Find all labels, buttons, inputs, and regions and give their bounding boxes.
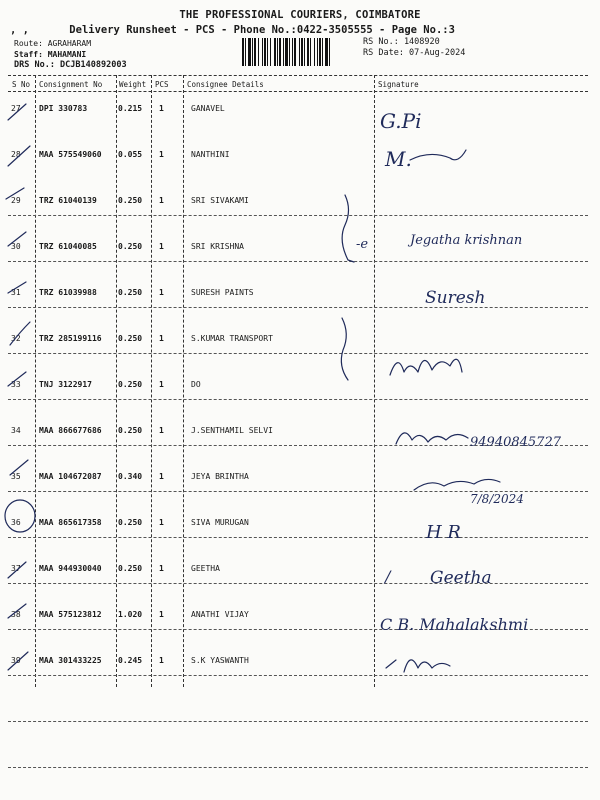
row-sno: 38 xyxy=(11,610,21,619)
row-sno: 29 xyxy=(11,196,21,205)
row-weight: 0.250 xyxy=(118,564,143,573)
row-weight: 1.020 xyxy=(118,610,143,619)
row-consignee: GEETHA xyxy=(191,564,220,573)
row-weight: 0.250 xyxy=(118,288,143,297)
sig-mark-30: -e xyxy=(356,237,369,252)
row-sno: 36 xyxy=(11,518,21,527)
runsheet-subtitle: Delivery Runsheet - PCS - Phone No.:0422-3505555 - Page No.:3 xyxy=(69,24,455,36)
row-pcs: 1 xyxy=(159,242,164,251)
leading-marks: , , xyxy=(10,24,29,36)
row-weight: 0.245 xyxy=(118,656,143,665)
bracket-29-30 xyxy=(342,195,354,262)
drs-number: DRS No.: DCJB140892003 xyxy=(14,60,127,70)
signature-34-stroke xyxy=(396,433,468,444)
row-pcs: 1 xyxy=(159,334,164,343)
row-sno: 27 xyxy=(11,104,21,113)
signature-34: 94940845727 xyxy=(470,435,561,450)
rs-date: RS Date: 07-Aug-2024 xyxy=(363,48,466,58)
row-consignee: DO xyxy=(191,380,201,389)
signature-31: Suresh xyxy=(425,288,486,308)
signature-35-stroke xyxy=(414,479,500,490)
signature-37-mark: / xyxy=(385,567,391,586)
row-sno: 32 xyxy=(11,334,21,343)
row-consignment: TRZ 61040085 xyxy=(39,242,97,251)
col-pcs: PCS xyxy=(155,80,169,89)
row-sno: 33 xyxy=(11,380,21,389)
row-sno: 30 xyxy=(11,242,21,251)
row-consignee: S.K YASWANTH xyxy=(191,656,249,665)
row-weight: 0.250 xyxy=(118,334,143,343)
route-label: Route: AGRAHARAM xyxy=(14,39,92,48)
row-sno: 35 xyxy=(11,472,21,481)
signature-35: 7/8/2024 xyxy=(470,492,524,506)
col-sno: S No xyxy=(12,80,31,89)
row-consignment: TNJ 3122917 xyxy=(39,380,92,389)
signature-28-stroke xyxy=(410,150,466,160)
row-pcs: 1 xyxy=(159,288,164,297)
signature-39 xyxy=(386,660,450,672)
staff-label: Staff: MAHAMANI xyxy=(14,50,87,59)
row-sno: 37 xyxy=(11,564,21,573)
document-title: THE PROFESSIONAL COURIERS, COIMBATORE xyxy=(179,9,421,21)
tick-marks xyxy=(5,104,35,670)
row-sno: 28 xyxy=(11,150,21,159)
row-pcs: 1 xyxy=(159,610,164,619)
row-consignment: MAA 866677686 xyxy=(39,426,102,435)
col-consignee: Consignee Details xyxy=(187,80,264,89)
col-weight: Weight xyxy=(119,80,147,89)
row-consignee: SRI SIVAKAMI xyxy=(191,196,249,205)
row-weight: 0.250 xyxy=(118,518,143,527)
row-consignment: MAA 575549060 xyxy=(39,150,102,159)
row-pcs: 1 xyxy=(159,656,164,665)
row-weight: 0.215 xyxy=(118,104,143,113)
row-consignee: J.SENTHAMIL SELVI xyxy=(191,426,273,435)
signature-28: M. xyxy=(385,147,412,171)
row-consignment: MAA 301433225 xyxy=(39,656,102,665)
col-consignment: Consignment No xyxy=(39,80,103,89)
row-consignment: TRZ 61039988 xyxy=(39,288,97,297)
row-weight: 0.340 xyxy=(118,472,143,481)
row-sno: 31 xyxy=(11,288,21,297)
row-sno: 39 xyxy=(11,656,21,665)
signature-30: Jegatha krishnan xyxy=(410,233,523,248)
signature-38: C B. Mahalakshmi xyxy=(380,615,529,634)
row-consignee: GANAVEL xyxy=(191,104,225,113)
col-signature: Signature xyxy=(378,80,419,89)
row-sno: 34 xyxy=(11,426,21,435)
row-consignee: SRI KRISHNA xyxy=(191,242,244,251)
row-consignee: SURESH PAINTS xyxy=(191,288,254,297)
row-consignee: NANTHINI xyxy=(191,150,230,159)
row-weight: 0.055 xyxy=(118,150,143,159)
bracket-32-33 xyxy=(341,318,348,380)
row-consignment: MAA 575123812 xyxy=(39,610,102,619)
row-weight: 0.250 xyxy=(118,196,143,205)
signature-27: G.Pi xyxy=(380,109,422,133)
row-consignee: ANATHI VIJAY xyxy=(191,610,249,619)
row-weight: 0.250 xyxy=(118,380,143,389)
row-pcs: 1 xyxy=(159,196,164,205)
row-weight: 0.250 xyxy=(118,426,143,435)
row-pcs: 1 xyxy=(159,426,164,435)
row-pcs: 1 xyxy=(159,518,164,527)
row-consignee: SIVA MURUGAN xyxy=(191,518,249,527)
row-consignment: MAA 865617358 xyxy=(39,518,102,527)
row-consignment: DPI 330783 xyxy=(39,104,88,113)
row-pcs: 1 xyxy=(159,104,164,113)
signature-36: H R xyxy=(426,522,461,543)
row-weight: 0.250 xyxy=(118,242,143,251)
row-consignment: TRZ 61040139 xyxy=(39,196,97,205)
rs-number: RS No.: 1408920 xyxy=(363,37,440,47)
row-pcs: 1 xyxy=(159,380,164,389)
row-pcs: 1 xyxy=(159,564,164,573)
row-pcs: 1 xyxy=(159,150,164,159)
signature-33 xyxy=(390,359,462,375)
row-consignment: MAA 104672087 xyxy=(39,472,102,481)
row-consignee: JEYA BRINTHA xyxy=(191,472,249,481)
row-pcs: 1 xyxy=(159,472,164,481)
row-consignment: TRZ 285199116 xyxy=(39,334,102,343)
signature-37: Geetha xyxy=(430,568,492,588)
row-consignee: S.KUMAR TRANSPORT xyxy=(191,334,273,343)
row-consignment: MAA 944930040 xyxy=(39,564,102,573)
